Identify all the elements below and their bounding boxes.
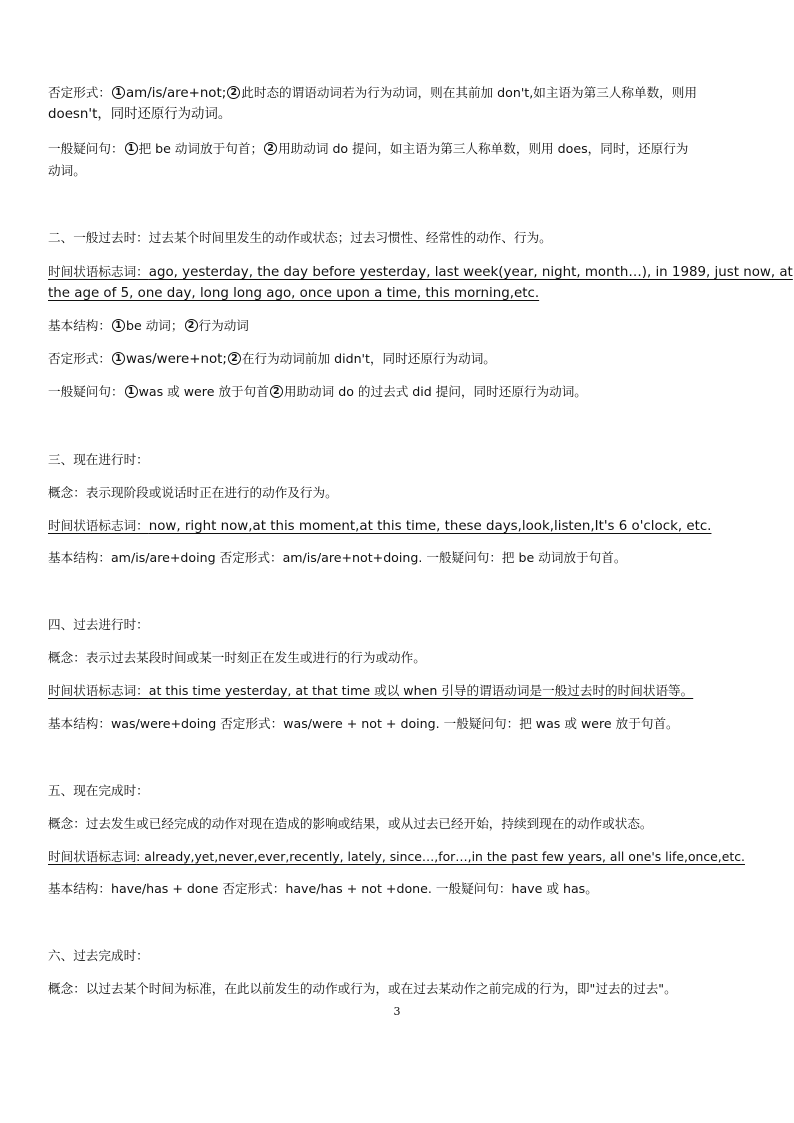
circled-number-1-icon: 1 (112, 86, 125, 99)
past-continuous-concept: 概念：表示过去某段时间或某一时刻正在发生或进行的行为或动作。 (48, 650, 426, 665)
past-continuous-heading: 四、过去进行时： (48, 617, 149, 632)
past-simple-markers-cont: the age of 5, one day, long long ago, once upon a time, this morning,etc. (48, 286, 540, 301)
past-perfect-concept: 概念：以过去某个时间为标准，在此以前发生的动作或行为，或在过去某动作之前完成的行为，即"过去的过去"。 (48, 981, 677, 996)
circled-number-1-icon: 1 (125, 142, 138, 155)
present-perfect-heading: 五、现在完成时： (48, 783, 149, 798)
past-simple-question: 一般疑问句： 1 was 或 were 放于句首 2 用助动词 do 的过去式 did 提问，同时还原行为动词。 (48, 384, 587, 399)
past-continuous-structure: 基本结构：was/were+doing 否定形式：was/were + not + doing. 一般疑问句：把 was 或 were 放于句首。 (48, 716, 679, 731)
circled-number-2-icon: 2 (228, 352, 241, 365)
present-simple-negative: 否定形式： 1 am/is/are+not; 2 此时态的谓语动词若为行为动词，则在其前加 don't,如主语为第三人称单数，则用 (48, 85, 697, 101)
past-simple-negative: 否定形式： 1 was/were+not; 2 在行为动词前加 didn't，同时还原行为动词。 (48, 351, 496, 367)
circled-number-1-icon: 1 (125, 385, 138, 398)
past-simple-heading: 二、一般过去时：过去某个时间里发生的动作或状态；过去习惯性、经常性的动作、行为。 (48, 230, 552, 245)
present-simple-question-cont: 动词。 (48, 163, 86, 178)
circled-number-2-icon: 2 (227, 86, 240, 99)
present-continuous-heading: 三、现在进行时： (48, 452, 149, 467)
circled-number-2-icon: 2 (264, 142, 277, 155)
present-perfect-concept: 概念：过去发生或已经完成的动作对现在造成的影响或结果，或从过去已经开始，持续到现在的动作或状态。 (48, 816, 653, 831)
circled-number-2-icon: 2 (185, 319, 198, 332)
present-simple-negative-cont: doesn't，同时还原行为动词。 (48, 107, 232, 122)
present-perfect-structure: 基本结构：have/has + done 否定形式：have/has + not +done. 一般疑问句：have 或 has。 (48, 881, 598, 896)
past-simple-structure: 基本结构： 1 be 动词； 2 行为动词 (48, 318, 249, 333)
present-continuous-concept: 概念：表示现阶段或说话时正在进行的动作及行为。 (48, 485, 338, 500)
present-perfect-markers: 时间状语标志词: already,yet,never,ever,recently, lately, since…,for…,in the past few years, all one's life,once,etc. (48, 849, 745, 864)
circled-number-1-icon: 1 (112, 352, 125, 365)
page-number: 3 (393, 1005, 401, 1018)
past-continuous-markers: 时间状语标志词：at this time yesterday, at that time 或以 when 引导的谓语动词是一般过去时的时间状语等。 (48, 683, 694, 698)
present-continuous-markers: 时间状语标志词：now, right now,at this moment,at this time, these days,look,listen,It's 6 o'clock, etc. (48, 518, 712, 534)
present-continuous-structure: 基本结构：am/is/are+doing 否定形式：am/is/are+not+doing. 一般疑问句：把 be 动词放于句首。 (48, 550, 627, 565)
past-simple-markers: 时间状语标志词：ago, yesterday, the day before yesterday, last week(year, night, month…), in 1989, just now, at (48, 264, 793, 280)
circled-number-1-icon: 1 (112, 319, 125, 332)
past-perfect-heading: 六、过去完成时： (48, 948, 149, 963)
present-simple-question: 一般疑问句： 1 把 be 动词放于句首； 2 用助动词 do 提问，如主语为第三人称单数，则用 does，同时，还原行为 (48, 141, 689, 156)
circled-number-2-icon: 2 (270, 385, 283, 398)
